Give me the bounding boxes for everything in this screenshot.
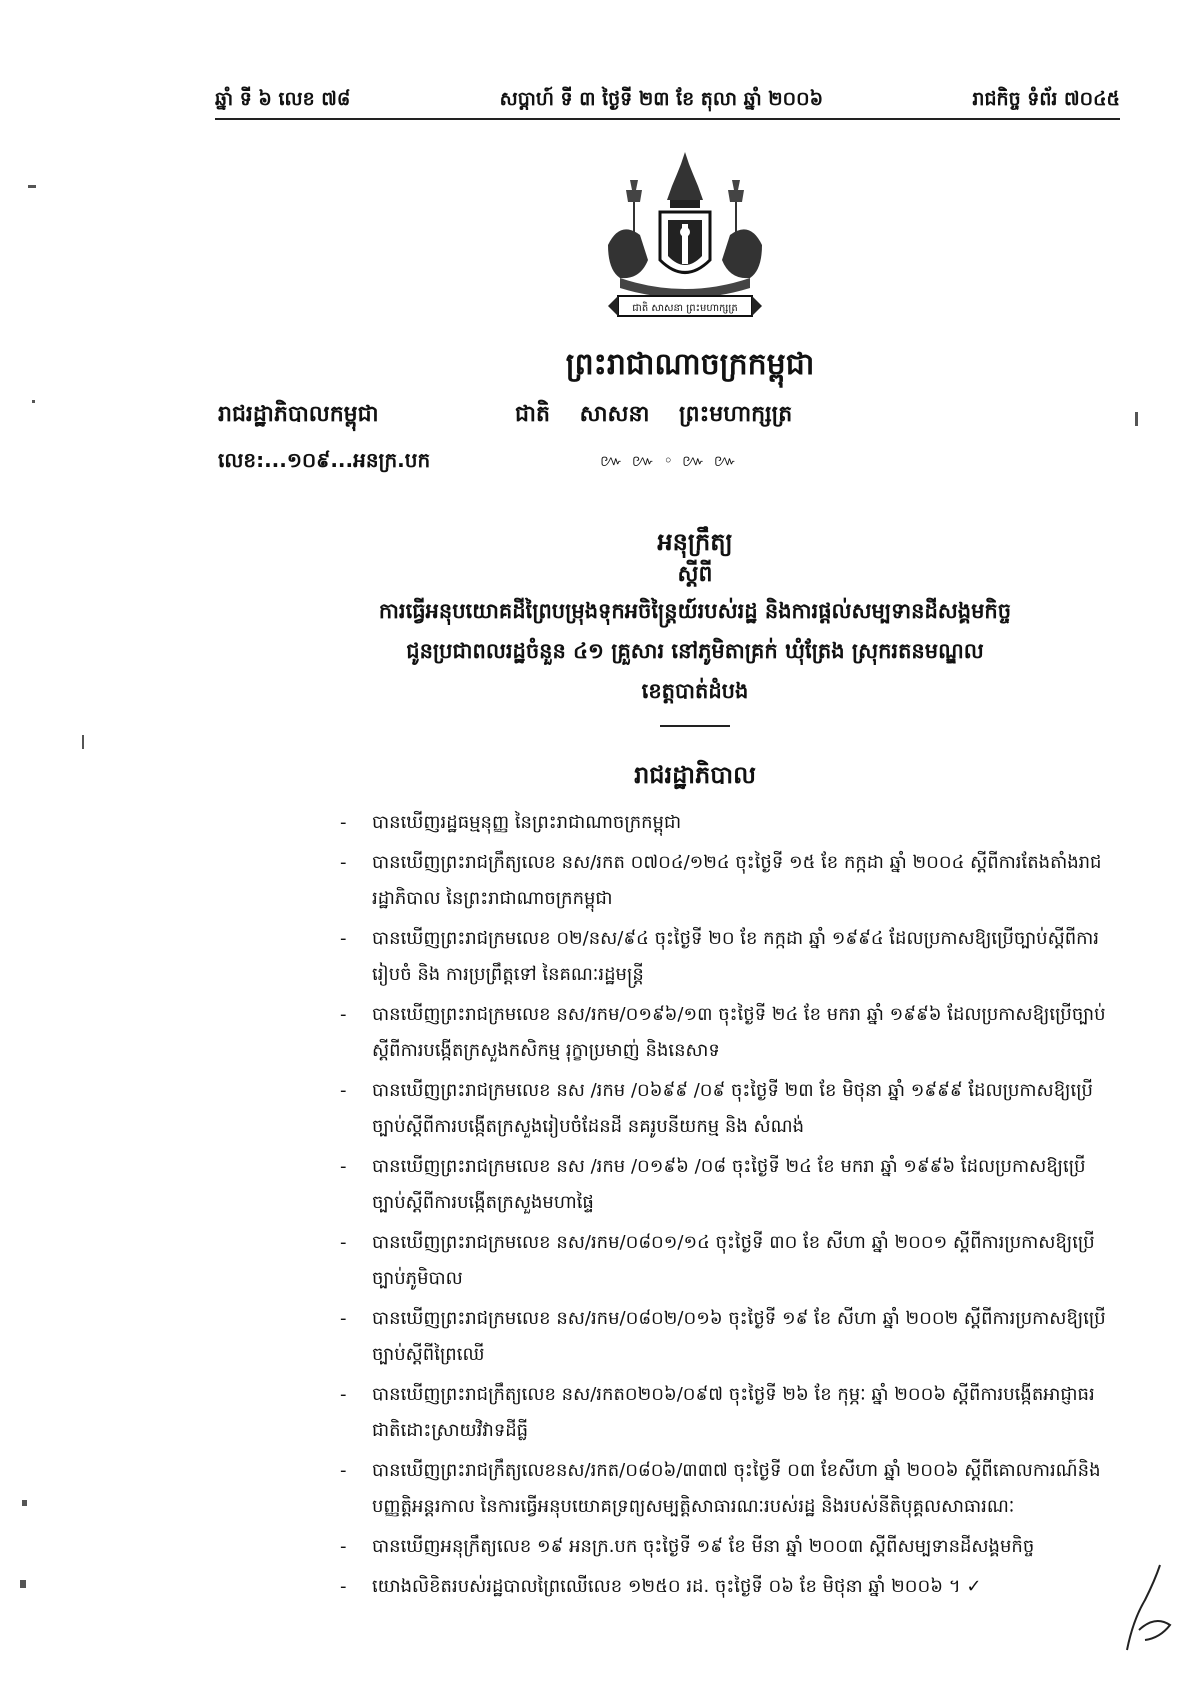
scan-artifact (82, 735, 84, 749)
scan-artifact (32, 400, 35, 403)
recital-text: បានឃើញព្រះរាជក្រមលេខ នស/រកម/០១៩៦/១៣ ចុះថ្ងៃទី ២៤ ខែ មករា ឆ្នាំ ១៩៩៦ ដែលប្រកាសឱ្យប្រើច្បាប់ស្តីពីការបង្កើតក្រសួងកសិកម្ម រុក្ខាប្រមាញ់ និងនេសាទ (372, 1004, 1106, 1061)
list-dash: - (340, 1156, 347, 1177)
gazette-page-number: រាជកិច្ច ទំព័រ ៧០៤៥ (972, 88, 1120, 110)
subject-line: ជូនប្រជាពលរដ្ឋចំនួន ៤១ គ្រួសារ នៅភូមិតាគ្រក់ ឃុំត្រែង ស្រុករតនមណ្ឌល (406, 639, 984, 663)
list-dash: - (340, 928, 347, 949)
subject-heading: ស្តីពី (677, 562, 713, 587)
recital-text: បានឃើញរដ្ឋធម្មនុញ្ញ នៃព្រះរាជាណាចក្រកម្ពុជា (372, 812, 682, 833)
recital-text: បានឃើញព្រះរាជក្រឹត្យលេខនស/រកត/០៨០៦/៣៣៧ ចុះថ្ងៃទី ០៣ ខែសីហា ឆ្នាំ ២០០៦ ស្តីពីគោលការណ៍និងបញ្ញត្តិអន្តរកាល នៃការធ្វើអនុបយោគទ្រព្យសម្បត្តិសាធារណៈរបស់រដ្ឋ និងរបស់នីតិបុគ្គលសាធារណៈ (372, 1460, 1101, 1517)
recital-text: បានឃើញអនុក្រឹត្យលេខ ១៩ អនក្រ.បក ចុះថ្ងៃទី ១៩ ខែ មីនា ឆ្នាំ ២០០៣ ស្តីពីសម្បទានដីសង្គមកិច្ច (372, 1536, 1035, 1557)
list-item (340, 1225, 1110, 1297)
list-dash: - (340, 1384, 347, 1405)
list-item (340, 1377, 1110, 1449)
list-item (340, 1073, 1110, 1145)
divider-line (660, 725, 730, 727)
title-block (260, 525, 1130, 727)
list-item (340, 1453, 1110, 1525)
document-type: អនុក្រឹត្យ (657, 528, 733, 556)
gazette-date: សប្តាហ៍ ទី ៣ ថ្ងៃទី ២៣ ខែ តុលា ឆ្នាំ ២០០៦ (499, 88, 824, 110)
list-item (340, 805, 1110, 841)
list-dash: - (340, 1004, 347, 1025)
scan-artifact (20, 1580, 26, 1588)
ornament-divider: ៚ ៚ ◦ ៚ ៚ (600, 451, 739, 470)
gazette-issue: ឆ្នាំ ទី ៦ លេខ ៧៨ (215, 88, 351, 110)
subject-line: ខេត្តបាត់ដំបង (641, 679, 749, 703)
recital-text: បានឃើញព្រះរាជក្រមលេខ នស/រកម/០៨០២/០១៦ ចុះថ្ងៃទី ១៩ ខែ សីហា ឆ្នាំ ២០០២ ស្តីពីការប្រកាសឱ្យប្រើច្បាប់ស្តីពីព្រៃឈើ (372, 1308, 1106, 1365)
scan-artifact (28, 185, 36, 188)
government-label: រាជរដ្ឋាភិបាលកម្ពុជា (218, 402, 379, 427)
list-dash: - (340, 1308, 347, 1329)
list-dash: - (340, 1536, 347, 1557)
list-dash: - (340, 1232, 347, 1253)
list-dash: - (340, 1460, 347, 1481)
reference-number: លេខ:...១០៩...អនក្រ.បក (218, 448, 431, 472)
list-item (340, 921, 1110, 993)
recital-text: បានឃើញព្រះរាជក្រមលេខ ០២/នស/៩៤ ចុះថ្ងៃទី ២០ ខែ កក្កដា ឆ្នាំ ១៩៩៤ ដែលប្រកាសឱ្យប្រើច្បាប់ស្តីពីការរៀបចំ និង ការប្រព្រឹត្តទៅ នៃគណៈរដ្ឋមន្ត្រី (372, 928, 1100, 985)
scan-artifact (1135, 412, 1138, 426)
list-item (340, 1529, 1110, 1565)
list-item (340, 1149, 1110, 1221)
recitals-list (340, 805, 1110, 1609)
recital-text: បានឃើញព្រះរាជក្រមលេខ នស/រកម/០៨០១/១៤ ចុះថ្ងៃទី ៣០ ខែ សីហា ឆ្នាំ ២០០១ ស្តីពីការប្រកាសឱ្យប្រើច្បាប់ភូមិបាល (372, 1232, 1095, 1289)
list-dash: - (340, 812, 347, 833)
list-dash: - (340, 1576, 347, 1597)
royal-coat-of-arms-icon (590, 150, 780, 325)
government-heading: រាជរដ្ឋាភិបាល (634, 761, 756, 789)
list-item (340, 845, 1110, 917)
list-item (340, 1569, 1110, 1605)
gazette-header (215, 88, 1120, 120)
national-motto: ជាតិ សាសនា ព្រះមហាក្សត្រ (515, 402, 793, 427)
scan-artifact (22, 1500, 27, 1506)
recital-text: បានឃើញព្រះរាជក្រឹត្យលេខ នស/រកត ០៧០៤/១២៤ ចុះថ្ងៃទី ១៥ ខែ កក្កដា ឆ្នាំ ២០០៤ ស្តីពីការតែងតាំងរាជរដ្ឋាភិបាល នៃព្រះរាជាណាចក្រកម្ពុជា (372, 852, 1102, 909)
list-dash: - (340, 852, 347, 873)
emblem-banner-text: ជាតិ សាសនា ព្រះមហាក្សត្រ (632, 303, 738, 314)
recital-text: បានឃើញព្រះរាជក្រមលេខ នស /រកម /០៦៩៩ /០៩ ចុះថ្ងៃទី ២៣ ខែ មិថុនា ឆ្នាំ ១៩៩៩ ដែលប្រកាសឱ្យប្រើច្បាប់ស្តីពីការបង្កើតក្រសួងរៀបចំដែនដី នគរូបនីយកម្ម និង សំណង់ (372, 1080, 1093, 1137)
list-item (340, 1301, 1110, 1373)
recital-text: យោងលិខិតរបស់រដ្ឋបាលព្រៃឈើលេខ ១២៥០ រដ. ចុះថ្ងៃទី ០៦ ខែ មិថុនា ឆ្នាំ ២០០៦ ។ ✓ (372, 1576, 982, 1597)
recital-text: បានឃើញព្រះរាជក្រឹត្យលេខ នស/រកត០២០៦/០៩៧ ចុះថ្ងៃទី ២៦ ខែ កុម្ភៈ ឆ្នាំ ២០០៦ ស្តីពីការបង្កើតអាជ្ញាធរជាតិដោះស្រាយវិវាទដីធ្លី (372, 1384, 1095, 1441)
subject-line: ការធ្វើអនុបយោគដីព្រៃបម្រុងទុកអចិន្ត្រៃយ៍របស់រដ្ឋ និងការផ្តល់សម្បទានដីសង្គមកិច្ច (378, 599, 1012, 623)
list-item (340, 997, 1110, 1069)
recital-text: បានឃើញព្រះរាជក្រមលេខ នស /រកម /០១៩៦ /០៨ ចុះថ្ងៃទី ២៤ ខែ មករា ឆ្នាំ ១៩៩៦ ដែលប្រកាសឱ្យប្រើច្បាប់ស្តីពីការបង្កើតក្រសួងមហាផ្ទៃ (372, 1156, 1086, 1213)
kingdom-name: ព្រះរាជាណាចក្រកម្ពុជា (565, 347, 815, 382)
handwritten-initial-icon (1115, 1560, 1175, 1655)
list-dash: - (340, 1080, 347, 1101)
